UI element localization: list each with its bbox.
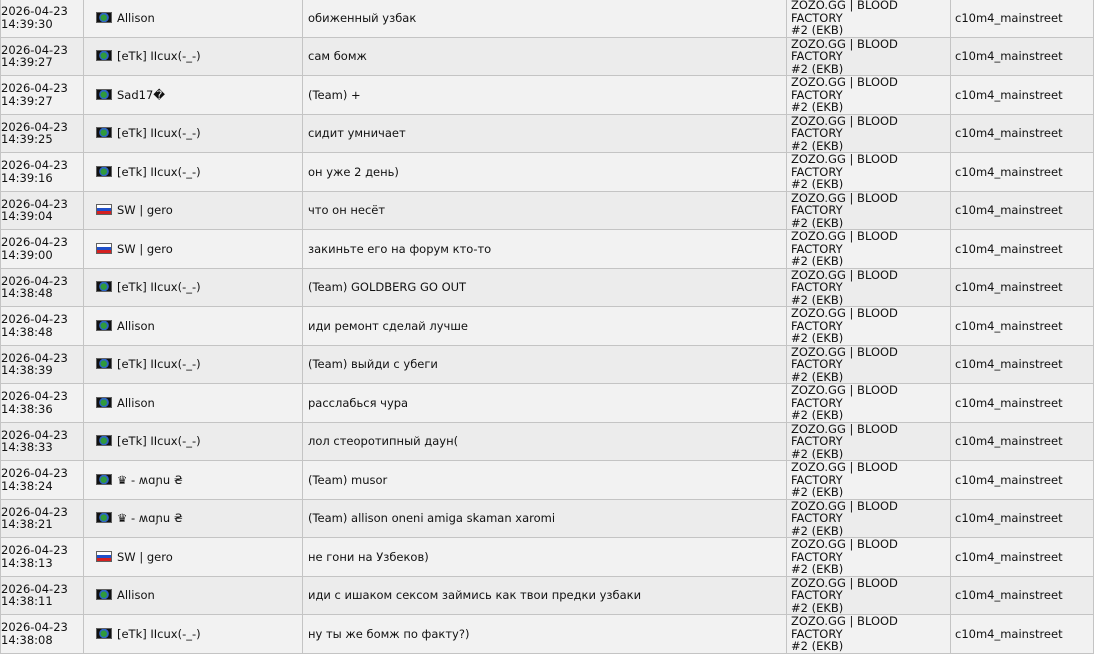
server-cell [787,384,951,423]
player-cell [84,76,303,115]
message-cell [303,307,787,346]
date-cell [1,37,84,76]
date-text: 2026-04-23 [1,543,68,558]
message-text: (Team) + [308,87,361,102]
date-text: 2026-04-23 [1,235,68,250]
time-text: 14:38:39 [1,363,53,378]
world-flag-icon [96,166,112,177]
server-cell [787,615,951,654]
server-name[interactable]: ZOZO.GG | BLOOD FACTORY [791,229,898,256]
server-suffix: #2 (EKB) [791,600,844,615]
server-cell [787,499,951,538]
message-text: (Team) GOLDBERG GO OUT [308,280,467,294]
date-text: 2026-04-23 [1,312,68,327]
time-text: 14:38:48 [1,286,53,301]
russia-flag-icon [96,204,112,215]
world-flag-icon [96,12,112,23]
date-text: 2026-04-23 [1,504,68,519]
server-name[interactable]: ZOZO.GG | BLOOD FACTORY [791,383,898,410]
map-name: c10m4_mainstreet [955,434,1063,448]
date-cell [1,0,84,37]
message-text: (Team) allison oneni amiga skaman xaromi [308,511,556,525]
map-name: c10m4_mainstreet [955,626,1063,641]
message-cell [303,268,787,307]
table-row [1,615,1094,654]
message-cell [303,114,787,153]
message-cell [303,615,787,654]
chat-log-body [1,0,1094,653]
player-name[interactable]: ♛ - ʍɑɲu ₴ [117,472,183,487]
player-name[interactable]: SW | gero [117,241,173,256]
server-cell [787,230,951,269]
table-row [1,499,1094,538]
message-text: что он несёт [308,203,386,217]
table-row [1,230,1094,269]
table-row [1,153,1094,192]
world-flag-icon [96,320,112,331]
date-cell [1,576,84,615]
server-cell [787,461,951,500]
message-text: сидит умничает [308,126,406,140]
russia-flag-icon [96,243,112,254]
message-cell [303,422,787,461]
player-cell [84,230,303,269]
player-name[interactable]: SW | gero [117,203,173,217]
date-text: 2026-04-23 [1,466,68,481]
server-suffix: #2 (EKB) [791,639,844,653]
table-row [1,191,1094,230]
player-cell [84,499,303,538]
server-cell [787,114,951,153]
table-row [1,268,1094,307]
player-cell [84,461,303,500]
map-cell [951,615,1094,654]
map-name: c10m4_mainstreet [955,318,1063,333]
time-text: 14:38:13 [1,555,53,570]
date-cell [1,114,84,153]
map-name: c10m4_mainstreet [955,549,1063,564]
date-cell [1,538,84,577]
message-cell [303,345,787,384]
world-flag-icon [96,89,112,100]
server-name[interactable]: ZOZO.GG | BLOOD FACTORY [791,306,898,333]
world-flag-icon [96,512,112,523]
world-flag-icon [96,50,112,61]
time-text: 14:38:21 [1,517,53,532]
table-row [1,37,1094,76]
message-text: не гони на Узбеков) [308,549,429,564]
player-cell [84,268,303,307]
date-cell [1,422,84,461]
map-cell [951,538,1094,577]
player-cell [84,37,303,76]
message-cell [303,499,787,538]
date-text: 2026-04-23 [1,273,68,288]
player-name[interactable]: ♛ - ʍɑɲu ₴ [117,511,183,525]
player-name[interactable]: [eTk] IIcux(-_-) [117,49,201,63]
server-name[interactable]: ZOZO.GG | BLOOD FACTORY [791,576,898,602]
time-text: 14:38:24 [1,478,53,493]
server-name[interactable]: ZOZO.GG | BLOOD FACTORY [791,537,898,564]
table-row [1,76,1094,115]
map-cell [951,576,1094,615]
date-text: 2026-04-23 [1,427,68,442]
map-name: c10m4_mainstreet [955,357,1063,371]
map-cell [951,307,1094,346]
date-cell [1,384,84,423]
map-name: c10m4_mainstreet [955,588,1063,602]
date-cell [1,345,84,384]
table-row [1,538,1094,577]
table-row [1,114,1094,153]
message-cell [303,461,787,500]
date-text: 2026-04-23 [1,158,68,173]
time-text: 14:38:08 [1,632,53,647]
message-cell [303,576,787,615]
player-name[interactable]: Allison [117,588,155,602]
message-text: иди с ишаком сексом займись как твои предки узбаки [308,588,642,602]
server-name[interactable]: ZOZO.GG | BLOOD FACTORY [791,152,898,179]
world-flag-icon [96,628,112,639]
message-cell [303,538,787,577]
player-name[interactable]: Allison [117,10,155,25]
date-text: 2026-04-23 [1,81,68,96]
table-row [1,576,1094,615]
server-name[interactable]: ZOZO.GG | BLOOD FACTORY [791,460,898,487]
time-text: 14:38:11 [1,594,53,609]
map-name: c10m4_mainstreet [955,395,1063,410]
server-suffix: #2 (EKB) [791,331,844,345]
russia-flag-icon [96,551,112,562]
server-name[interactable]: ZOZO.GG | BLOOD FACTORY [791,0,898,25]
date-text: 2026-04-23 [1,389,68,404]
table-row [1,461,1094,500]
message-cell [303,230,787,269]
message-text: закиньте его на форум кто-то [308,241,492,256]
time-text: 14:39:27 [1,93,53,108]
server-name[interactable]: ZOZO.GG | BLOOD FACTORY [791,345,898,371]
server-cell [787,191,951,230]
player-cell [84,384,303,423]
server-suffix: #2 (EKB) [791,215,844,230]
message-cell [303,37,787,76]
server-suffix: #2 (EKB) [791,61,844,76]
player-cell [84,153,303,192]
time-text: 14:39:16 [1,170,53,185]
map-cell [951,37,1094,76]
table-row [1,422,1094,461]
player-cell [84,114,303,153]
player-cell [84,538,303,577]
message-cell [303,153,787,192]
time-text: 14:39:30 [1,16,53,31]
server-suffix: #2 (EKB) [791,100,844,114]
map-cell [951,461,1094,500]
message-cell [303,0,787,37]
map-cell [951,114,1094,153]
map-cell [951,345,1094,384]
server-suffix: #2 (EKB) [791,138,844,153]
server-suffix: #2 (EKB) [791,292,844,307]
server-suffix: #2 (EKB) [791,408,844,422]
player-name[interactable]: [eTk] IIcux(-_-) [117,434,201,448]
player-name[interactable]: [eTk] IIcux(-_-) [117,126,201,140]
server-suffix: #2 (EKB) [791,485,844,499]
map-name: c10m4_mainstreet [955,164,1063,179]
message-text: сам бомж [308,49,367,63]
world-flag-icon [96,281,112,292]
time-text: 14:39:00 [1,247,53,262]
world-flag-icon [96,127,112,138]
player-cell [84,0,303,37]
player-name[interactable]: Allison [117,395,155,410]
server-suffix: #2 (EKB) [791,254,844,268]
server-name[interactable]: ZOZO.GG | BLOOD FACTORY [791,614,898,641]
date-text: 2026-04-23 [1,42,68,57]
player-name[interactable]: Sad17� [117,87,166,102]
table-row [1,384,1094,423]
map-name: c10m4_mainstreet [955,280,1063,294]
world-flag-icon [96,474,112,485]
date-cell [1,307,84,346]
message-cell [303,384,787,423]
map-cell [951,499,1094,538]
table-row [1,307,1094,346]
time-text: 14:38:33 [1,440,53,455]
world-flag-icon [96,435,112,446]
date-text: 2026-04-23 [1,4,68,19]
map-cell [951,0,1094,37]
map-name: c10m4_mainstreet [955,49,1063,63]
date-cell [1,499,84,538]
server-name[interactable]: ZOZO.GG | BLOOD FACTORY [791,499,898,525]
map-name: c10m4_mainstreet [955,203,1063,217]
map-cell [951,191,1094,230]
map-name: c10m4_mainstreet [955,87,1063,102]
server-suffix: #2 (EKB) [791,369,844,384]
date-cell [1,76,84,115]
player-name[interactable]: [eTk] IIcux(-_-) [117,164,201,179]
date-text: 2026-04-23 [1,350,68,365]
message-text: он уже 2 день) [308,164,399,179]
server-cell [787,422,951,461]
message-text: обиженный узбак [308,10,417,25]
date-text: 2026-04-23 [1,119,68,134]
server-name[interactable]: ZOZO.GG | BLOOD FACTORY [791,114,898,140]
player-name[interactable]: SW | gero [117,549,173,564]
server-cell [787,153,951,192]
map-name: c10m4_mainstreet [955,10,1063,25]
date-text: 2026-04-23 [1,581,68,596]
server-cell [787,538,951,577]
server-cell [787,37,951,76]
server-cell [787,268,951,307]
message-text: (Team) выйди с убеги [308,357,438,371]
map-name: c10m4_mainstreet [955,511,1063,525]
player-name[interactable]: [eTk] IIcux(-_-) [117,280,201,294]
player-name[interactable]: [eTk] IIcux(-_-) [117,626,201,641]
server-suffix: #2 (EKB) [791,177,844,191]
server-name[interactable]: ZOZO.GG | BLOOD FACTORY [791,191,898,217]
server-suffix: #2 (EKB) [791,562,844,576]
message-text: ну ты же бомж по факту?) [308,626,470,641]
map-cell [951,422,1094,461]
player-cell [84,576,303,615]
server-cell [787,76,951,115]
time-text: 14:39:04 [1,209,53,224]
map-cell [951,268,1094,307]
map-cell [951,76,1094,115]
player-cell [84,345,303,384]
server-name[interactable]: ZOZO.GG | BLOOD FACTORY [791,37,898,63]
server-cell [787,0,951,37]
server-suffix: #2 (EKB) [791,446,844,461]
time-text: 14:38:36 [1,401,53,416]
map-name: c10m4_mainstreet [955,126,1063,140]
table-row [1,345,1094,384]
player-name[interactable]: [eTk] IIcux(-_-) [117,357,201,371]
date-cell [1,615,84,654]
map-cell [951,153,1094,192]
message-text: (Team) musor [308,472,388,487]
time-text: 14:39:27 [1,55,53,70]
world-flag-icon [96,397,112,408]
server-suffix: #2 (EKB) [791,523,844,538]
date-cell [1,268,84,307]
server-cell [787,307,951,346]
date-cell [1,461,84,500]
message-cell [303,191,787,230]
message-text: лол стеоротипный даун( [308,434,459,448]
message-text: расслабься чура [308,395,409,410]
map-cell [951,384,1094,423]
player-cell [84,307,303,346]
date-text: 2026-04-23 [1,620,68,635]
server-cell [787,576,951,615]
world-flag-icon [96,358,112,369]
message-text: иди ремонт сделай лучше [308,318,468,333]
table-row [1,0,1094,37]
map-name: c10m4_mainstreet [955,241,1063,256]
date-text: 2026-04-23 [1,196,68,211]
player-cell [84,615,303,654]
server-name[interactable]: ZOZO.GG | BLOOD FACTORY [791,422,898,448]
player-name[interactable]: Allison [117,318,155,333]
player-cell [84,422,303,461]
map-name: c10m4_mainstreet [955,472,1063,487]
date-cell [1,230,84,269]
player-cell [84,191,303,230]
date-cell [1,153,84,192]
server-suffix: #2 (EKB) [791,23,844,37]
map-cell [951,230,1094,269]
server-name[interactable]: ZOZO.GG | BLOOD FACTORY [791,268,898,294]
date-cell [1,191,84,230]
message-cell [303,76,787,115]
server-cell [787,345,951,384]
time-text: 14:38:48 [1,324,53,339]
server-name[interactable]: ZOZO.GG | BLOOD FACTORY [791,75,898,102]
time-text: 14:39:25 [1,132,53,147]
